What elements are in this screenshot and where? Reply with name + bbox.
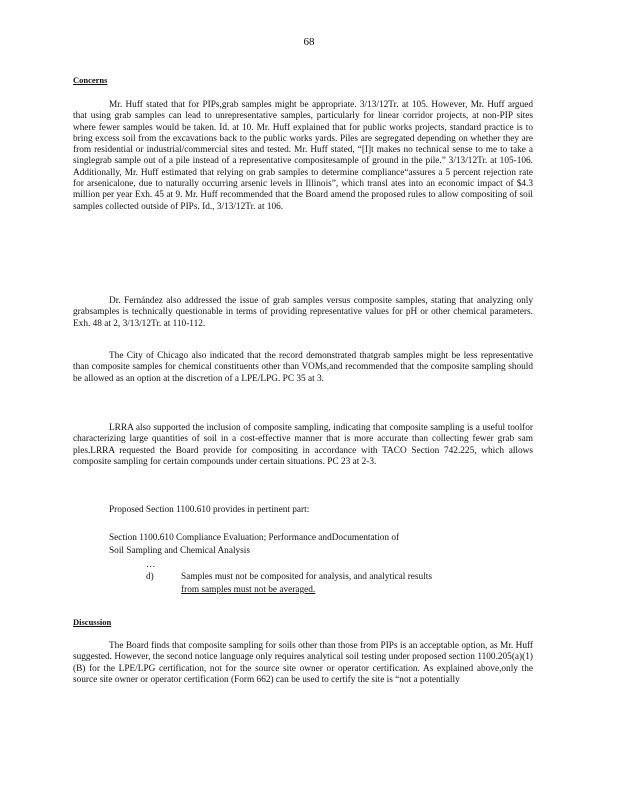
proposed-section-intro: Proposed Section 1100.610 provides in pertinent part: xyxy=(109,505,310,515)
item-label: d) xyxy=(146,572,154,582)
section-title-line-1: Section 1100.610 Compliance Evaluation; Performance andDocumentation of xyxy=(109,533,400,543)
page-number: 68 xyxy=(303,36,315,48)
item-text-line-2: from samples must not be averaged. xyxy=(181,585,316,595)
concerns-paragraph-fernandez: Dr. Fernández also addressed the issue of grab samples versus composite samples, stating that analyzing only grabsamples is technically questionable in terms of providing representative values for pH or other chemical parameters. Exh. 48 at 2, 3/13/12Tr. at 110-112. xyxy=(73,296,533,329)
ellipsis: … xyxy=(146,560,156,570)
concerns-paragraph-chicago: The City of Chicago also indicated that the record demonstrated thatgrab samples might be less representative than composite samples for chemical constituents other than VOMs,and recommended that the composite sampling should be allowed as an option at the discretion of a LPE/LPG. PC 35 at 3. xyxy=(73,351,533,384)
discussion-paragraph: The Board finds that composite sampling for soils other than those from PIPs is an acceptable option, as Mr. Huff suggested. However, the second notice language only requires analytical soil testing under proposed section 1100.205(a)(1)(B) for the LPE/LPG certification, not for the source site owner or operator certification. As explained above,only the source site owner or operator certification (Form 662) can be used to certify the site is “not a potentially xyxy=(73,641,533,685)
concerns-paragraph-huff: Mr. Huff stated that for PIPs,grab samples might be appropriate. 3/13/12Tr. at 105. However, Mr. Huff argued that using grab samples can lead to unrepresentative samples, particularly for linear corridor projects, at non-PIP sites where fewer samples would be taken. Id. at 10. Mr. Huff explained that for public works projects, standard practice is to bring excess soil from the excavations back to the public works yards. Piles are segregated depending on whether they are from residential or industrial/commercial sites and tested. Mr. Huff stated, “[I]t makes no technical sense to me to take a singlegrab sample out of a pile instead of a representative compositesample of ground in the pile.” 3/13/12Tr. at 105-106. Additionally, Mr. Huff estimated that relying on grab samples to determine compliance“assures a 5 percent rejection rate for arsenicalone, due to naturally occurring arsenic levels in Illinois”, which transl ates into an economic impact of $4.3 million per year Exh. 45 at 9. Mr. Huff recommended that the Board amend the proposed rules to allow compositing of soil samples collected outside of PIPs. Id., 3/13/12Tr. at 106. xyxy=(73,100,533,212)
concerns-heading: Concerns xyxy=(73,75,108,85)
item-text-line-1: Samples must not be composited for analysis, and analytical results xyxy=(181,572,432,582)
section-title-line-2: Soil Sampling and Chemical Analysis xyxy=(109,546,250,556)
concerns-paragraph-lrra: LRRA also supported the inclusion of composite sampling, indicating that composite sampling is a useful toolfor characterizing large quantities of soil in a cost-effective manner that is more accurate than collecting fewer grab sam ples.LRRA requested the Board provide for compositing in accordance with TACO Section 742.225, which allows composite sampling for certain compounds under certain situations. PC 23 at 2-3. xyxy=(73,423,533,467)
discussion-heading: Discussion xyxy=(73,617,112,627)
